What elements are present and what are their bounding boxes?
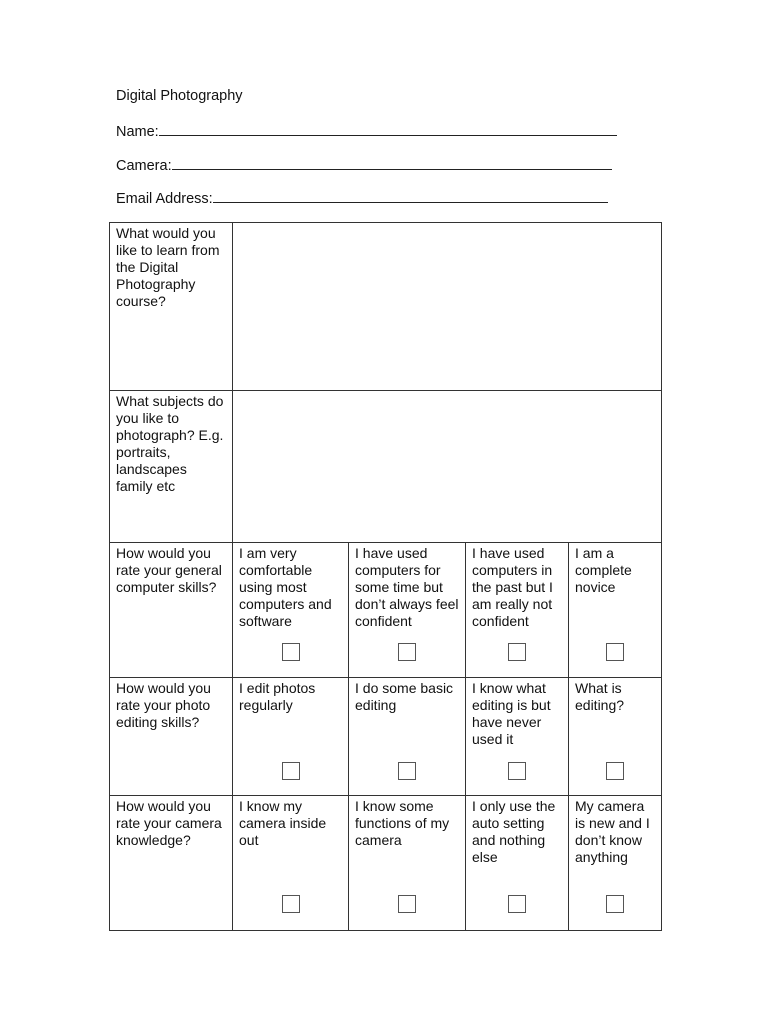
- checkbox[interactable]: [606, 895, 624, 913]
- option-label: I know my camera inside out: [239, 798, 327, 848]
- option-label: I edit photos regularly: [239, 680, 316, 713]
- checkbox[interactable]: [282, 895, 300, 913]
- answer-area-learn[interactable]: [233, 223, 662, 391]
- row-subjects: [110, 391, 662, 543]
- question-cell: How would you rate your camera knowledge?: [110, 796, 233, 931]
- email-label: Email Address:: [116, 191, 213, 207]
- option-cell: [466, 678, 569, 796]
- option-label: I am a complete novice: [575, 545, 632, 595]
- checkbox[interactable]: [282, 762, 300, 780]
- camera-label: Camera:: [116, 158, 172, 174]
- answer-area-subjects[interactable]: [233, 391, 662, 543]
- option-cell: [466, 796, 569, 931]
- option-cell: [569, 678, 662, 796]
- option-label: I have used computers in the past but I am really not confident: [472, 545, 553, 629]
- option-label: I know some functions of my camera: [355, 798, 450, 848]
- checkbox[interactable]: [606, 762, 624, 780]
- option-cell: [569, 543, 662, 678]
- option-cell: [349, 543, 466, 678]
- question-cell: How would you rate your general computer skills?: [110, 543, 233, 678]
- checkbox[interactable]: [606, 643, 624, 661]
- option-cell: [233, 678, 349, 796]
- option-label: I only use the auto setting and nothing else: [472, 798, 556, 865]
- questionnaire-table: [109, 222, 662, 931]
- option-cell: [233, 543, 349, 678]
- question-cell: What would you like to learn from the Digital Photography course?: [110, 223, 233, 391]
- checkbox[interactable]: [508, 762, 526, 780]
- option-label: I have used computers for some time but don’t always feel confident: [355, 545, 459, 629]
- checkbox[interactable]: [398, 895, 416, 913]
- option-label: My camera is new and I don’t know anything: [575, 798, 650, 865]
- camera-input-line[interactable]: [172, 155, 612, 170]
- camera-field[interactable]: [116, 155, 612, 174]
- option-cell: [569, 796, 662, 931]
- option-cell: [349, 796, 466, 931]
- row-editing-skills: [110, 678, 662, 796]
- option-cell: [233, 796, 349, 931]
- email-field[interactable]: [116, 188, 608, 207]
- checkbox[interactable]: [398, 762, 416, 780]
- checkbox[interactable]: [508, 643, 526, 661]
- option-label: I do some basic editing: [355, 680, 454, 713]
- checkbox[interactable]: [282, 643, 300, 661]
- question-cell: What subjects do you like to photograph? E.g. portraits, landscapes family etc: [110, 391, 233, 543]
- row-camera-knowledge: [110, 796, 662, 931]
- option-label: What is editing?: [575, 680, 625, 713]
- checkbox[interactable]: [508, 895, 526, 913]
- question-cell: How would you rate your photo editing skills?: [110, 678, 233, 796]
- name-input-line[interactable]: [159, 121, 617, 136]
- page-title: Digital Photography: [116, 88, 243, 104]
- row-computer-skills: [110, 543, 662, 678]
- email-input-line[interactable]: [213, 188, 608, 203]
- option-label: I am very comfortable using most computers and software: [239, 545, 332, 629]
- option-label: I know what editing is but have never used it: [472, 680, 551, 747]
- checkbox[interactable]: [398, 643, 416, 661]
- option-cell: [349, 678, 466, 796]
- row-learn: [110, 223, 662, 391]
- option-cell: [466, 543, 569, 678]
- name-label: Name:: [116, 124, 159, 140]
- name-field[interactable]: [116, 121, 617, 140]
